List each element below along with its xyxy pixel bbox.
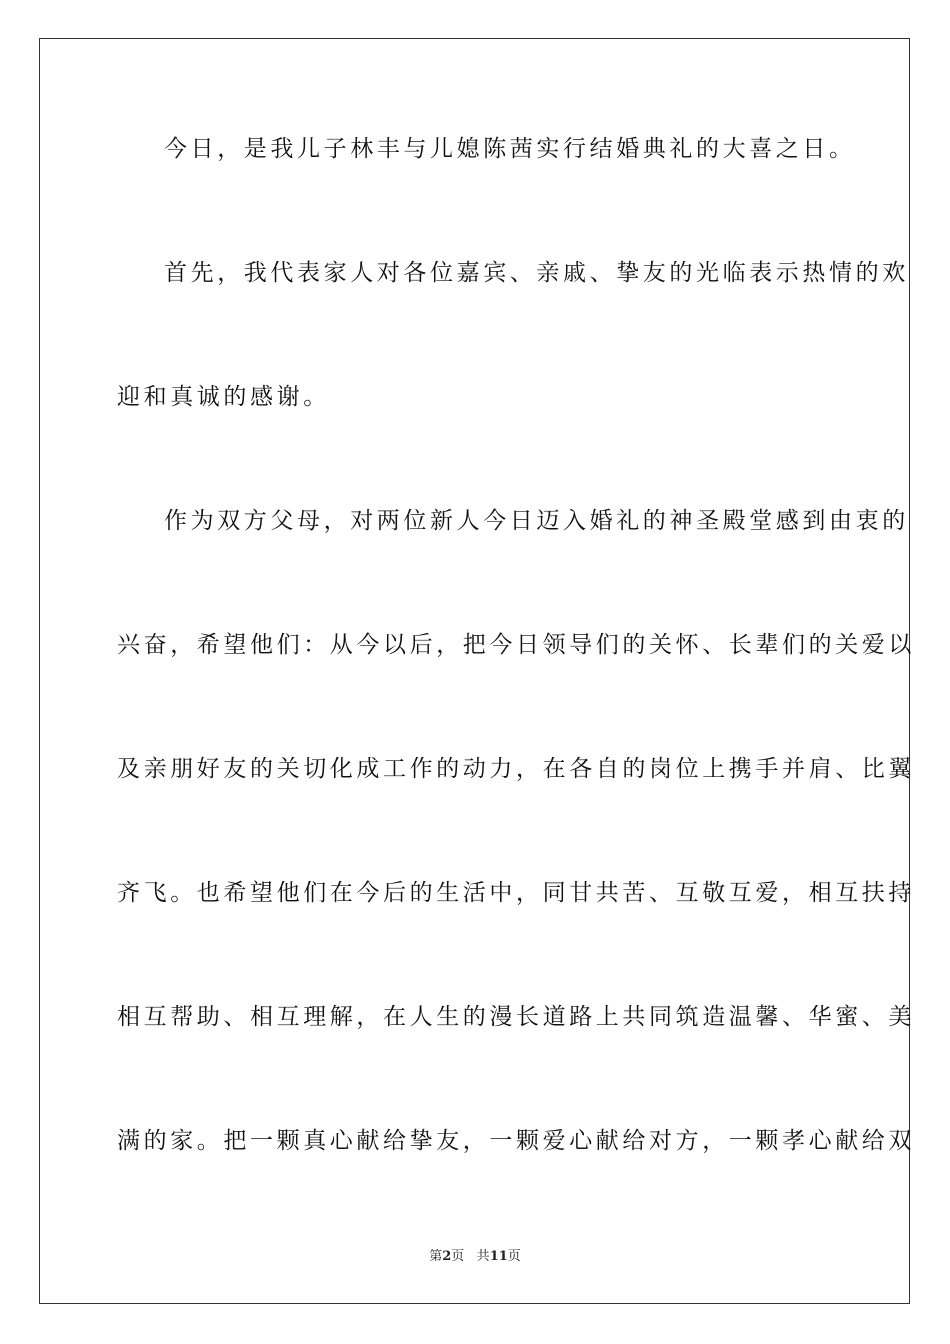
paragraph-3-line-3: 及亲朋好友的关切化成工作的动力，在各自的岗位上携手并肩、比翼: [117, 756, 915, 782]
footer-total-suffix: 页: [507, 1249, 521, 1264]
page-footer: [0, 1248, 950, 1266]
paragraph-3-line-4: 齐飞。也希望他们在今后的生活中，同甘共苦、互敬互爱，相互扶持: [117, 880, 915, 906]
footer-total-prefix: 共: [476, 1249, 490, 1264]
footer-separator: [464, 1249, 476, 1264]
paragraph-3-line-5: 相互帮助、相互理解，在人生的漫长道路上共同筑造温馨、华蜜、美: [117, 1004, 915, 1030]
paragraph-3-line-2: 兴奋，希望他们：从今以后，把今日领导们的关怀、长辈们的关爱以: [117, 632, 915, 658]
paragraph-2-line-1: 首先，我代表家人对各位嘉宾、亲戚、挚友的光临表示热情的欢: [164, 260, 909, 286]
footer-page-suffix: 页: [451, 1249, 465, 1264]
paragraph-1-line-1: 今日，是我儿子林丰与儿媳陈茜实行结婚典礼的大喜之日。: [164, 136, 856, 162]
paragraph-3-line-1: 作为双方父母，对两位新人今日迈入婚礼的神圣殿堂感到由衷的: [164, 508, 909, 534]
footer-page-prefix: 第: [429, 1249, 443, 1264]
paragraph-2-line-2: 迎和真诚的感谢。: [117, 384, 330, 410]
footer-page-number: 2: [442, 1249, 452, 1264]
page-border: [39, 38, 915, 1304]
footer-total-pages: 11: [489, 1249, 508, 1264]
paragraph-3-line-6: 满的家。把一颗真心献给挚友，一颗爱心献给对方，一颗孝心献给双: [117, 1128, 915, 1154]
